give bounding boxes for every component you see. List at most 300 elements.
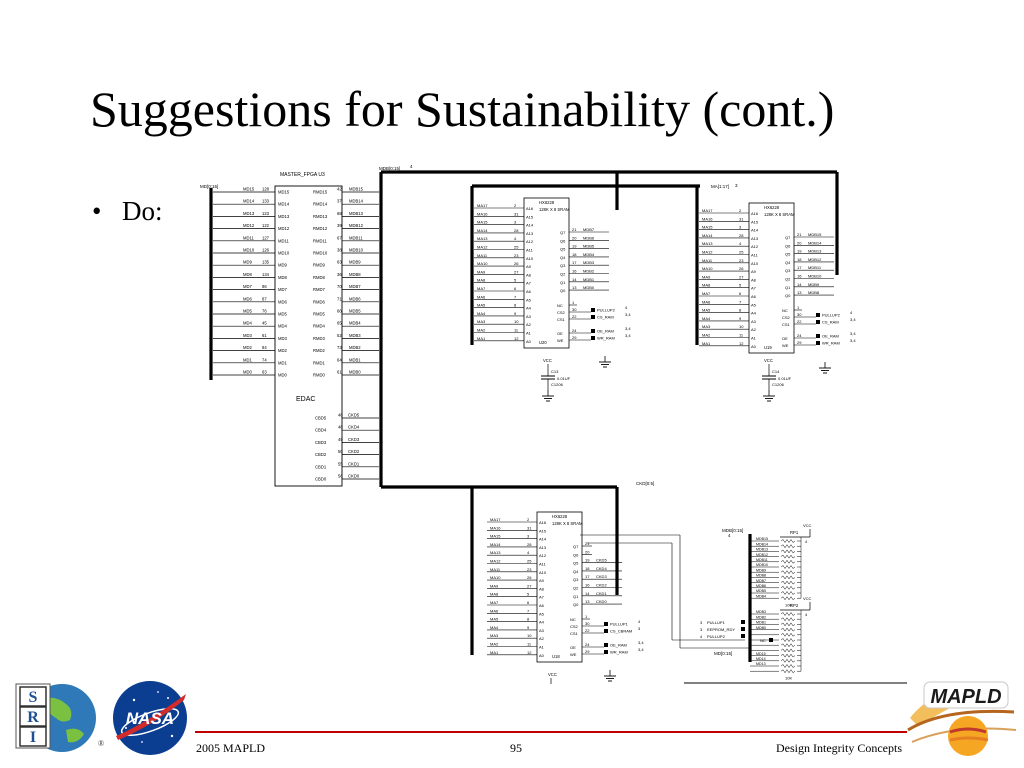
sram-data-pin: Q2: [560, 271, 566, 277]
rp-resistor-icon: [781, 670, 795, 673]
sram-data-num: 17: [585, 574, 590, 580]
sram-ctrl-pin: NC: [557, 303, 563, 308]
sram-addr-net: MA1: [477, 335, 486, 341]
sram-ctrl-flag: [604, 650, 608, 654]
bus-label-mdb-lower: MDB[0:15]: [722, 528, 744, 533]
fpga-right-num: 37: [337, 198, 342, 204]
sram-data-net: CKD5: [596, 557, 607, 563]
sram-data-pin: Q0: [785, 293, 791, 299]
sram-ctrl-pin: CS1: [782, 322, 790, 327]
fpga-right-net: MDB7: [349, 284, 361, 290]
sram-addr-net: MA11: [477, 252, 488, 258]
sram-addr-net: MA14: [477, 227, 488, 233]
rp-resistor-icon: [781, 644, 795, 647]
sram-addr-pin: A2: [539, 636, 544, 642]
sram-addr-net: MA6: [702, 299, 711, 305]
fpga-ckd-num: 55: [338, 461, 343, 467]
sram-addr-pin: A10: [751, 260, 759, 266]
sram-ctrl-flag: [591, 329, 595, 333]
sram-addr-net: MA3: [490, 633, 499, 639]
sram-addr-pin: A10: [526, 255, 534, 261]
fpga-right-num: 39: [337, 223, 342, 229]
sram-addr-net: MA5: [490, 616, 499, 622]
sram-addr-net: MA3: [702, 324, 711, 330]
fpga-right-pin: RMD6: [313, 299, 325, 305]
sram-addr-net: MA7: [490, 600, 499, 605]
sram-data-num: 16: [585, 582, 590, 588]
sram-part: HX6228: [539, 200, 555, 205]
fpga-left-net: MD7: [243, 284, 252, 290]
fpga-right-num: 70: [337, 284, 342, 290]
fpga-right-num: 38: [337, 247, 342, 253]
fpga-right-net: MDB8: [349, 271, 361, 277]
rp-net: MD14: [756, 657, 766, 661]
sram-data-net: MDB7: [583, 227, 595, 232]
sram-data-num: 18: [572, 251, 577, 257]
sram-addr-net: MA1: [702, 340, 711, 346]
fpga-right-num: 67: [337, 235, 342, 241]
sram-data-num: 14: [797, 281, 802, 287]
rp-ctrl-flag: [741, 627, 745, 631]
sram-addr-net: MA2: [702, 332, 711, 338]
sram-ctrl-num: 24: [585, 642, 590, 647]
cap-package: C1206: [772, 382, 784, 387]
sram-addr-num: 31: [739, 216, 744, 222]
sram-addr-pin: A0: [526, 338, 531, 344]
bus-label-mdb-lower-sheet: 4: [728, 533, 731, 538]
fpga-left-num: 63: [262, 369, 267, 375]
sram-addr-num: 4: [527, 550, 530, 556]
sram-ctrl-sheet: 4: [638, 619, 641, 624]
fpga-right-num: 64: [337, 357, 342, 363]
sram-addr-num: 26: [739, 266, 744, 272]
rp-vcc: VCC: [803, 596, 812, 601]
sram-ctrl-flag: [816, 313, 820, 317]
sram-ctrl-sheet: 4: [850, 310, 853, 315]
sram-addr-pin: A15: [539, 528, 547, 534]
sram-addr-num: 5: [514, 277, 517, 283]
sram-data-net: MDB9: [808, 281, 820, 287]
sram-ctrl-flag: [604, 622, 608, 626]
sri-registered-mark: ®: [98, 739, 105, 748]
fpga-right-net: MDB6: [349, 296, 361, 302]
rp-resistor-icon: [781, 550, 795, 553]
sram-addr-pin: A2: [526, 322, 531, 328]
sram-data-net: MDB5: [583, 243, 595, 249]
slide-title: Suggestions for Sustainability (cont.): [90, 81, 835, 137]
sram-ctrl-pin: WE: [557, 338, 564, 343]
sram-addr-num: 7: [514, 294, 517, 300]
sram-data-net: CKD1: [596, 590, 607, 596]
sram-data-net: MDB2: [583, 268, 595, 274]
rp-sheet: 4: [805, 612, 808, 617]
sram-ctrl-flag: [591, 336, 595, 340]
sram-addr-num: 12: [514, 335, 519, 341]
fpga-right-net: MDB13: [349, 210, 363, 216]
sram-addr-num: 6: [739, 291, 742, 296]
fpga-left-net: MD3: [243, 332, 252, 338]
sram-addr-net: MA15: [477, 219, 488, 225]
rp-ctrl-num: 4: [700, 634, 703, 639]
fpga-left-num: 87: [262, 296, 267, 302]
fpga-left-pin: MD4: [278, 323, 287, 329]
sram-addr-net: MA9: [702, 274, 711, 280]
sram-ctrl-sheet: 3,4: [625, 326, 631, 331]
rp-value: 10K: [785, 675, 793, 681]
sram-addr-net: MA17: [490, 517, 501, 522]
sram-addr-num: 11: [739, 332, 744, 338]
rp-net: MDB3: [756, 610, 766, 615]
sram-data-pin: Q6: [785, 243, 791, 249]
rp-net: MDB10: [756, 563, 768, 568]
sram-addr-pin: A6: [751, 294, 756, 299]
fpga-right-net: MDB10: [349, 247, 363, 253]
sram-addr-net: MA5: [477, 302, 486, 308]
fpga-right-pin: RMD1: [313, 360, 325, 366]
sram-ctrl-sheet: 3: [638, 626, 641, 631]
sram-ctrl-net: OE_RAM: [597, 328, 614, 334]
rp-ref: RP1: [790, 530, 799, 535]
sram-ctrl-pin: WE: [782, 343, 789, 348]
sram-addr-num: 26: [514, 261, 519, 267]
rp-value: 10K: [785, 602, 793, 608]
fpga-left-pin: MD3: [278, 335, 287, 341]
sram-data-num: 19: [572, 243, 577, 249]
fpga-left-pin: MD1: [278, 360, 287, 366]
sram-addr-pin: A8: [751, 277, 756, 283]
sram-addr-num: 9: [739, 315, 742, 321]
sram-addr-num: 2: [739, 208, 742, 213]
sram-ctrl-flag: [591, 308, 595, 312]
sram-data-pin: Q5: [560, 246, 566, 252]
sram-addr-net: MA12: [702, 249, 713, 255]
sram-ctrl-num: 1: [585, 614, 588, 619]
fpga-left-num: 86: [262, 284, 267, 290]
sram-data-num: 21: [585, 541, 590, 546]
sram-data-pin: Q5: [573, 560, 579, 566]
sram-addr-net: MA6: [477, 294, 486, 300]
fpga-left-pin: MD5: [278, 311, 287, 317]
fpga-right-net: MDB2: [349, 345, 361, 351]
sram-ctrl-net: WR_RAM: [610, 649, 628, 655]
fpga-ckd-num: 49: [338, 436, 343, 442]
sram-addr-num: 28: [514, 227, 519, 233]
fpga-left-net: MD2: [243, 345, 252, 351]
sram-ctrl-sheet: 3,4: [638, 640, 644, 645]
sram-addr-num: 6: [514, 286, 517, 291]
rp-net: MDB15: [756, 537, 768, 542]
fpga-right-net: MDB0: [349, 369, 361, 375]
sram-addr-num: 23: [527, 566, 532, 572]
sram-addr-net: MA1: [490, 649, 499, 655]
sram-addr-net: MA14: [702, 232, 713, 238]
fpga-ckd-pin: CBD4: [315, 427, 327, 433]
sram-data-num: 14: [572, 276, 577, 282]
sram-addr-pin: A5: [539, 611, 544, 617]
fpga-right-num: 71: [337, 296, 342, 302]
fpga-left-num: 134: [262, 271, 269, 277]
fpga-left-pin: MD6: [278, 299, 287, 305]
sram-addr-num: 9: [514, 310, 517, 316]
fpga-left-num: 84: [262, 345, 267, 351]
sram-data-pin: Q4: [785, 259, 791, 265]
sram-addr-num: 3: [514, 219, 517, 225]
sram-addr-net: MA8: [490, 591, 499, 597]
sram-addr-pin: A16: [751, 211, 759, 216]
fpga-right-net: MDB3: [349, 332, 361, 338]
sram-addr-num: 5: [527, 591, 530, 597]
sram-addr-net: MA15: [490, 533, 501, 539]
fpga-right-pin: RMD4: [313, 323, 325, 329]
sram-addr-pin: A5: [751, 302, 756, 308]
rp-ctrl-net: PULLUP2: [707, 634, 725, 639]
sram-addr-net: MA5: [702, 307, 711, 313]
fpga-left-net: MD5: [243, 308, 252, 314]
sram-ctrl-pin: CS1: [570, 631, 578, 636]
fpga-left-num: 74: [262, 357, 267, 363]
sram-part: HX6228: [552, 514, 568, 519]
bus-label-mdb-sheet: 4: [410, 164, 413, 169]
fpga-ckd-pin: CBD5: [315, 415, 327, 421]
sram-addr-num: 23: [739, 257, 744, 263]
sram-addr-num: 12: [527, 649, 532, 655]
sram-addr-pin: A15: [526, 214, 534, 220]
fpga-right-pin: RMD12: [313, 226, 328, 232]
sram-ctrl-pin: CS2: [557, 310, 565, 315]
sram-addr-num: 3: [739, 224, 742, 230]
sram-addr-net: MA4: [490, 624, 499, 630]
sram-addr-num: 25: [739, 249, 744, 255]
sram-ref: U18: [552, 654, 560, 659]
rp-net: MDB8: [756, 573, 766, 578]
sram-addr-net: MA10: [702, 266, 713, 272]
vcc-label: VCC: [543, 358, 552, 363]
vcc-label: VCC: [764, 358, 773, 363]
rp-net: MDB0: [756, 625, 766, 630]
sram-addr-num: 10: [527, 633, 532, 639]
fpga-ckd-pin: CBD1: [315, 464, 327, 470]
sram-addr-net: MA2: [490, 641, 499, 647]
rp-resistor-icon: [781, 566, 795, 569]
fpga-left-net: MD4: [243, 320, 252, 326]
sram-data-net: CKD4: [596, 565, 607, 571]
footer-company: Design Integrity Concepts: [776, 741, 902, 755]
sram-data-pin: Q6: [560, 238, 566, 244]
sram-addr-net: MA10: [477, 261, 488, 267]
sram-data-pin: Q2: [573, 585, 579, 591]
fpga-left-num: 133: [262, 198, 269, 204]
footer-rule: [195, 731, 907, 733]
sram-data-pin: Q0: [573, 602, 579, 608]
sram-addr-pin: A14: [539, 536, 547, 542]
rp-resistor-icon: [781, 571, 795, 574]
sram-addr-pin: A10: [539, 569, 547, 575]
rp-ctrl-num: 3: [700, 627, 703, 632]
sram-data-num: 16: [572, 268, 577, 274]
sri-logo: [8, 680, 108, 752]
sram-addr-net: MA3: [477, 319, 486, 325]
fpga-ckd-pin: CBD0: [315, 476, 327, 482]
sram-addr-num: 10: [739, 324, 744, 330]
rp-resistor-icon: [781, 581, 795, 584]
bus-label-md-lower: MD[0:15]: [714, 651, 733, 656]
rp-resistor-icon: [781, 555, 795, 558]
sram-data-pin: Q4: [573, 568, 579, 574]
sram-ctrl-num: 24: [572, 328, 577, 333]
sram-ctrl-num: 30: [585, 621, 590, 626]
rp-net: MD15: [756, 651, 766, 656]
fpga-ckd-net: CKD0: [348, 473, 360, 479]
sram-data-pin: Q5: [785, 251, 791, 257]
fpga-right-net: MDB9: [349, 259, 361, 265]
fpga-right-pin: RMD3: [313, 335, 325, 341]
sram-data-num: 13: [572, 285, 577, 291]
rp-resistor-icon: [781, 623, 795, 626]
fpga-ckd-net: CKD3: [348, 436, 360, 442]
sram-ctrl-num: 24: [797, 333, 802, 338]
sram-addr-num: 11: [527, 641, 532, 647]
fpga-right-net: MDB11: [349, 235, 363, 241]
sram-addr-net: MA6: [490, 608, 499, 614]
sram-data-net: MDB3: [583, 260, 595, 266]
sram-data-pin: Q7: [560, 230, 566, 235]
rp-resistor-icon: [781, 649, 795, 652]
sram-addr-pin: A8: [539, 586, 544, 592]
rp-resistor-icon: [781, 639, 795, 642]
sram-addr-num: 26: [527, 575, 532, 581]
fpga-ckd-num: 50: [338, 449, 343, 455]
rp-ref: RP2: [790, 603, 799, 608]
sram-addr-net: MA8: [477, 277, 486, 283]
fpga-left-net: MD15: [243, 186, 255, 192]
fpga-left-pin: MD2: [278, 348, 287, 354]
bullet-dot: •: [92, 196, 102, 226]
sram-ctrl-flag: [604, 629, 608, 633]
sram-ctrl-flag: [816, 320, 820, 324]
sram-addr-pin: A16: [539, 520, 547, 525]
sram-addr-net: MA16: [477, 211, 488, 217]
sram-addr-pin: A11: [539, 561, 546, 567]
rp-net: MDB14: [756, 542, 768, 547]
fpga-right-pin: RMD15: [313, 189, 328, 195]
fpga-left-net: MD10: [243, 247, 255, 253]
fpga-right-num: 66: [337, 308, 342, 314]
sram-data-net: MDB14: [808, 240, 822, 246]
sram-ctrl-pin: OE: [782, 336, 788, 341]
sram-ctrl-pin: NC: [782, 308, 788, 313]
fpga-ckd-num: 48: [338, 424, 343, 430]
sram-ref: U20: [539, 340, 547, 345]
fpga-ckd-net: CKD4: [348, 424, 360, 430]
sram-ctrl-num: 22: [585, 628, 590, 633]
sram-data-net: MDB11: [808, 265, 822, 271]
sram-ctrl-flag: [816, 341, 820, 345]
sram-addr-net: MA4: [702, 315, 711, 321]
sram-data-pin: Q1: [785, 284, 791, 290]
fpga-left-num: 45: [262, 320, 267, 326]
rp-nc-flag: [769, 638, 773, 642]
rp-sheet: 4: [805, 539, 808, 544]
rp-resistor-icon: [781, 618, 795, 621]
sram-addr-pin: A11: [526, 247, 533, 253]
fpga-right-pin: RMD0: [313, 372, 325, 378]
sram-ctrl-net: PULLUP2: [597, 307, 615, 313]
sram-addr-num: 27: [514, 269, 519, 275]
sram-addr-net: MA11: [702, 257, 713, 263]
rp-ctrl-num: 3: [700, 620, 703, 625]
rp-resistor-icon: [781, 592, 795, 595]
sram-data-net: MDB1: [583, 276, 595, 282]
sram-addr-num: 8: [514, 302, 517, 308]
nasa-logo: [108, 678, 192, 758]
sram-addr-pin: A3: [751, 318, 756, 324]
sram-ctrl-pin: OE: [557, 331, 563, 336]
rp-resistor-icon: [781, 597, 795, 600]
fpga-ckd-num: 56: [338, 473, 343, 479]
fpga-right-pin: RMD8: [313, 274, 325, 280]
sram-addr-pin: A12: [526, 239, 534, 245]
rp-net: MDB6: [756, 584, 766, 588]
rp-ctrl-net: EEPROM_RDY: [707, 627, 736, 632]
fpga-left-net: MD11: [243, 235, 254, 241]
sram-data-num: 20: [797, 240, 802, 246]
fpga-left-num: 135: [262, 259, 269, 265]
cap-ref: C14: [772, 369, 780, 374]
fpga-left-num: 123: [262, 210, 269, 216]
sram-addr-pin: A0: [751, 343, 756, 349]
rp-ctrl-net: PULLUP1: [707, 620, 725, 625]
sram-ctrl-num: 22: [797, 319, 802, 324]
sram-addr-pin: A6: [526, 289, 531, 294]
sram-addr-pin: A7: [539, 594, 544, 600]
sram-data-pin: Q6: [573, 552, 579, 558]
fpga-right-pin: RMD5: [313, 311, 325, 317]
bus-label-md: MD[0:15]: [200, 184, 219, 189]
sram-addr-pin: A4: [526, 305, 531, 311]
rp-resistor-icon: [781, 633, 795, 636]
nasa-wordmark: NASA: [125, 709, 175, 728]
sram-data-net: MDB6: [583, 235, 595, 241]
sram-data-num: 17: [572, 260, 577, 266]
sram-addr-pin: A4: [539, 619, 544, 625]
rp-resistor-icon: [781, 628, 795, 631]
sram-ctrl-num: 1: [572, 300, 575, 305]
sram-addr-pin: A7: [526, 280, 531, 286]
cap-value: 0.01UF: [557, 376, 571, 381]
sram-addr-num: 25: [514, 244, 519, 250]
rp-net: MDB1: [756, 620, 766, 625]
sram-addr-pin: A8: [526, 272, 531, 278]
sram-addr-net: MA13: [702, 241, 713, 247]
sram-addr-pin: A7: [751, 285, 756, 291]
sram-ctrl-pin: NC: [570, 617, 576, 622]
rp-net: MDB13: [756, 547, 768, 552]
sram-addr-pin: A12: [539, 553, 547, 559]
sram-ctrl-flag: [816, 334, 820, 338]
sram-data-num: 14: [585, 590, 590, 596]
fpga-right-num: 73: [337, 345, 342, 351]
sram-addr-net: MA16: [490, 525, 501, 531]
sram-ctrl-pin: OE: [570, 645, 576, 650]
fpga-left-pin: MD0: [278, 372, 287, 378]
sram-data-pin: Q2: [785, 276, 791, 282]
rp-resistor-icon: [781, 613, 795, 616]
sram-addr-pin: A14: [526, 222, 534, 228]
sram-addr-net: MA16: [702, 216, 713, 222]
sram-addr-net: MA7: [702, 291, 711, 296]
sram-ref: U19: [764, 345, 772, 350]
sram-desc: 128K X 8 SRAM: [764, 212, 795, 217]
